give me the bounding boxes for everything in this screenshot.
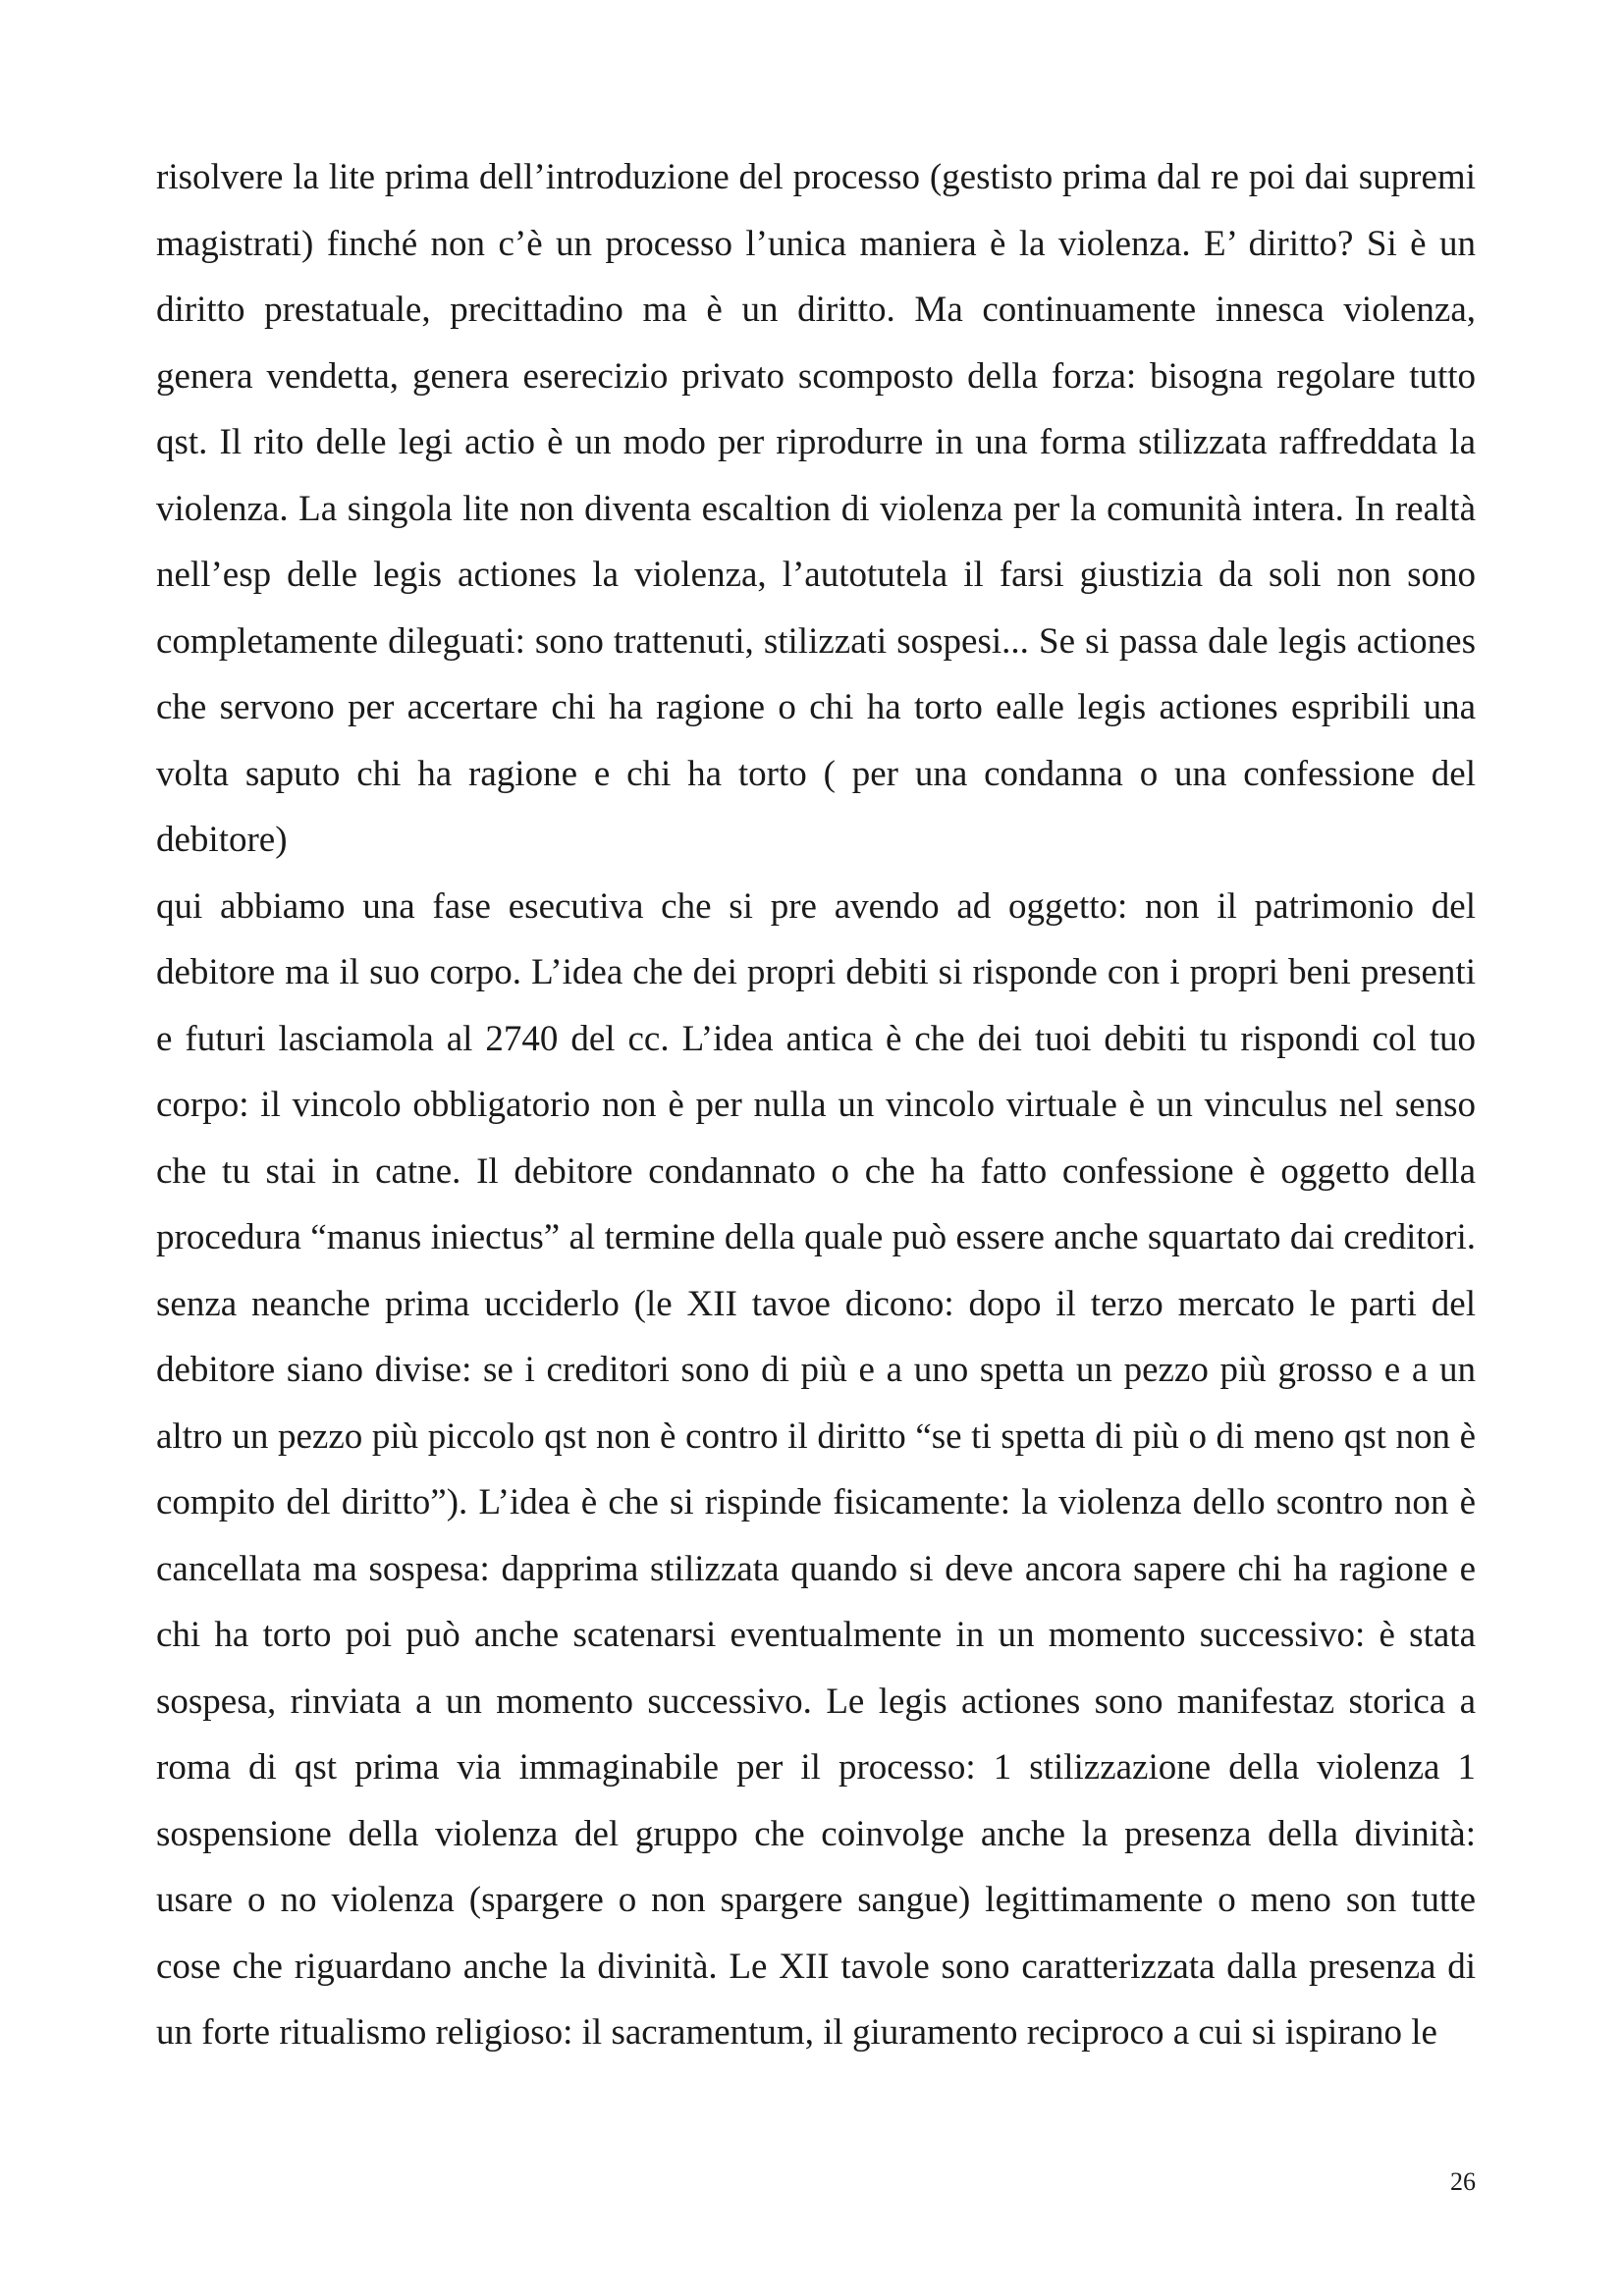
- body-text: [156, 144, 1476, 2066]
- page-number: 26: [1450, 2167, 1476, 2196]
- paragraph-2: qui abbiamo una fase esecutiva che si pre avendo ad oggetto: non il patrimonio del debitore ma il suo corpo. L’idea che dei propri debiti si risponde con i propri beni presenti e futuri lasciamola al 2740 del cc. L’idea antica è che dei tuoi debiti tu rispondi col tuo corpo: il vincolo obbligatorio non è per nulla un vincolo virtuale è un vinculus nel senso che tu stai in catne. Il debitore condannato o che ha fatto confessione è oggetto della procedura “manus iniectus” al termine della quale può essere anche squartato dai creditori. senza neanche prima ucciderlo (le XII tavoe dicono: dopo il terzo mercato le parti del debitore siano divise: se i creditori sono di più e a uno spetta un pezzo più grosso e a un altro un pezzo più piccolo qst non è contro il diritto “se ti spetta di più o di meno qst non è compito del diritto”). L’idea è che si rispinde fisicamente: la violenza dello scontro non è cancellata ma sospesa: dapprima stilizzata quando si deve ancora sapere chi ha ragione e chi ha torto poi può anche scatenarsi eventualmente in un momento successivo: è stata sospesa, rinviata a un momento successivo. Le legis actiones sono manifestaz storica a roma di qst prima via immaginabile per il processo: 1 stilizzazione della violenza 1 sospensione della violenza del gruppo che coinvolge anche la presenza della divinità: usare o no violenza (spargere o non spargere sangue) legittimamente o meno son tutte cose che riguardano anche la divinità. Le XII tavole sono caratterizzata dalla presenza di un forte ritualismo religioso: il sacramentum, il giuramento reciproco a cui si ispirano le: [156, 885, 1476, 2053]
- paragraph-1: risolvere la lite prima dell’introduzione del processo (gestisto prima dal re poi dai supremi magistrati) finché non c’è un processo l’unica maniera è la violenza. E’ diritto? Si è un diritto prestatuale, precittadino ma è un diritto. Ma continuamente innesca violenza, genera vendetta, genera eserecizio privato scomposto della forza: bisogna regolare tutto qst. Il rito delle legi actio è un modo per riprodurre in una forma stilizzata raffreddata la violenza. La singola lite non diventa escaltion di violenza per la comunità intera. In realtà nell’esp delle legis actiones la violenza, l’autotutela il farsi giustizia da soli non sono completamente dileguati: sono trattenuti, stilizzati sospesi... Se si passa dale legis actiones che servono per accertare chi ha ragione o chi ha torto ealle legis actiones espribili una volta saputo chi ha ragione e chi ha torto ( per una condanna o una confessione del debitore): [156, 157, 1476, 860]
